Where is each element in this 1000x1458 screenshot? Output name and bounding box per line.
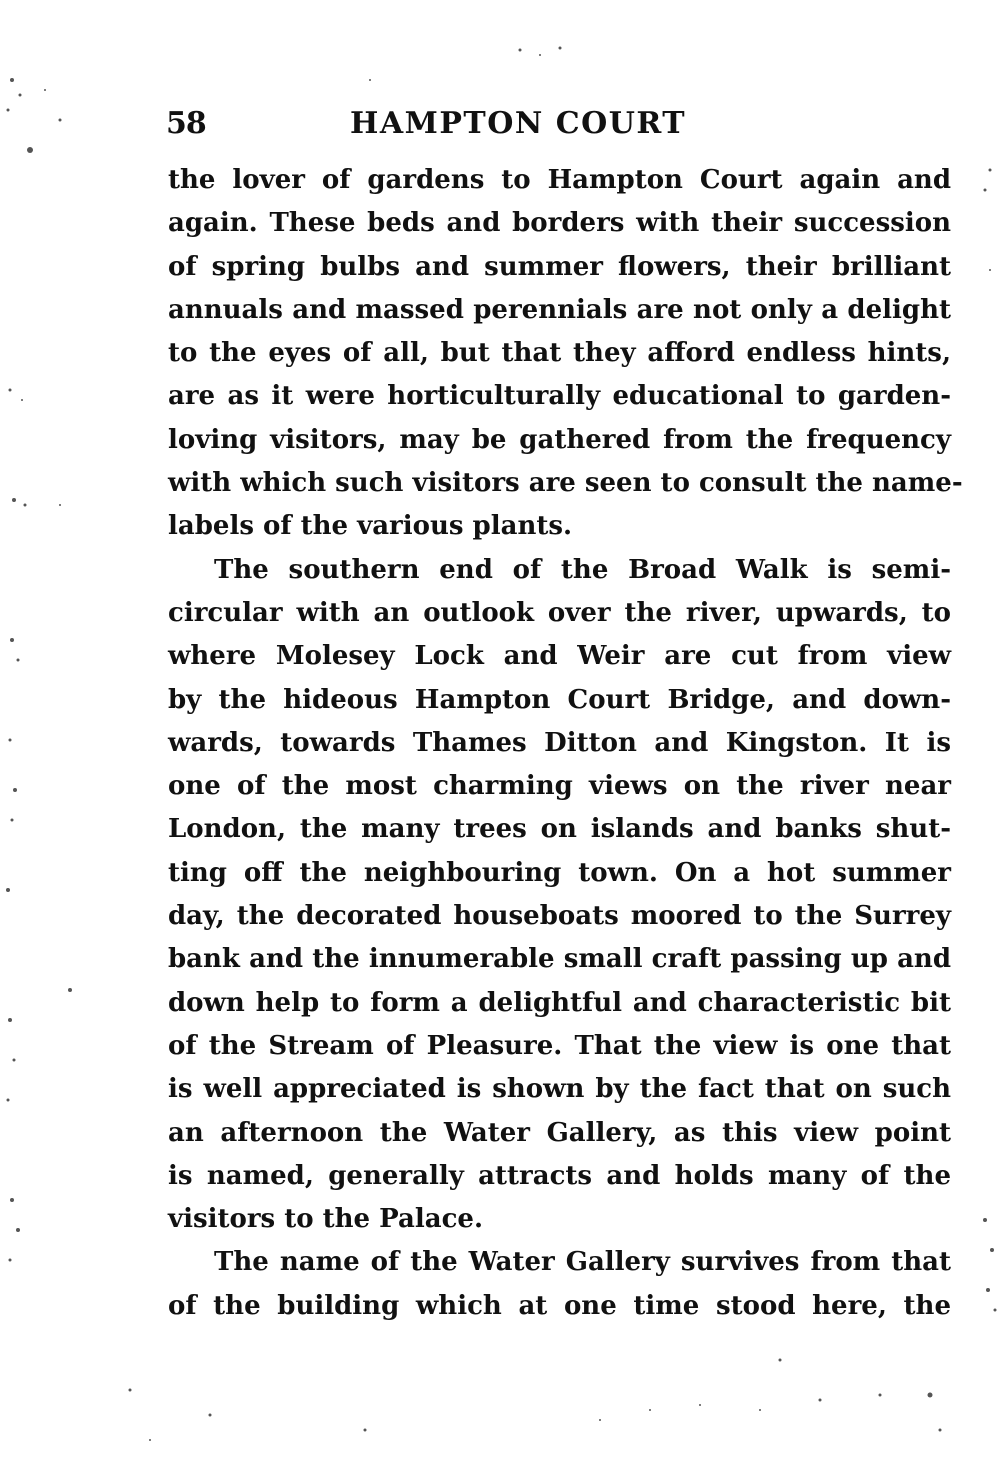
text-line: one of the most charming views on the river near: [168, 771, 951, 802]
text-line: to the eyes of all, but that they afford endless hints,: [168, 338, 951, 369]
text-line: by the hideous Hampton Court Bridge, and down-: [168, 684, 951, 715]
text-line: with which such visitors are seen to consult the name-: [168, 468, 963, 499]
text-line: where Molesey Lock and Weir are cut from view: [168, 641, 951, 672]
text-line: is well appreciated is shown by the fact that on such: [168, 1074, 951, 1105]
body-text: [168, 159, 963, 1328]
text-line: annuals and massed perennials are not only a delight: [168, 294, 951, 325]
page-number: 58: [166, 106, 206, 141]
text-line: an afternoon the Water Gallery, as this view point: [168, 1117, 951, 1148]
text-line: wards, towards Thames Ditton and Kingston. It is: [168, 727, 951, 758]
text-line: of the Stream of Pleasure. That the view is one that: [168, 1030, 951, 1061]
text-line: visitors to the Palace.: [168, 1204, 483, 1235]
text-line: London, the many trees on islands and banks shut-: [168, 814, 951, 845]
text-line: day, the decorated houseboats moored to the Surrey: [168, 901, 951, 932]
text-line: The southern end of the Broad Walk is semi-: [214, 554, 951, 585]
text-line: of the building which at one time stood here, the: [168, 1290, 951, 1321]
text-line: again. These beds and borders with their succession: [168, 208, 951, 239]
text-line: The name of the Water Gallery survives from that: [214, 1247, 951, 1278]
text-line: of spring bulbs and summer flowers, their brilliant: [168, 251, 951, 282]
running-title: HAMPTON COURT: [350, 106, 687, 141]
text-line: labels of the various plants.: [168, 511, 573, 542]
text-line: are as it were horticulturally educational to garden-: [168, 381, 951, 412]
text-line: the lover of gardens to Hampton Court again and: [168, 165, 951, 195]
text-line: ting off the neighbouring town. On a hot summer: [168, 857, 951, 888]
text-line: bank and the innumerable small craft passing up and: [168, 944, 951, 975]
text-line: down help to form a delightful and characteristic bit: [168, 987, 951, 1018]
text-line: is named, generally attracts and holds many of the: [168, 1160, 951, 1191]
text-line: circular with an outlook over the river, upwards, to: [168, 597, 951, 628]
text-line: loving visitors, may be gathered from the frequency: [168, 424, 951, 455]
